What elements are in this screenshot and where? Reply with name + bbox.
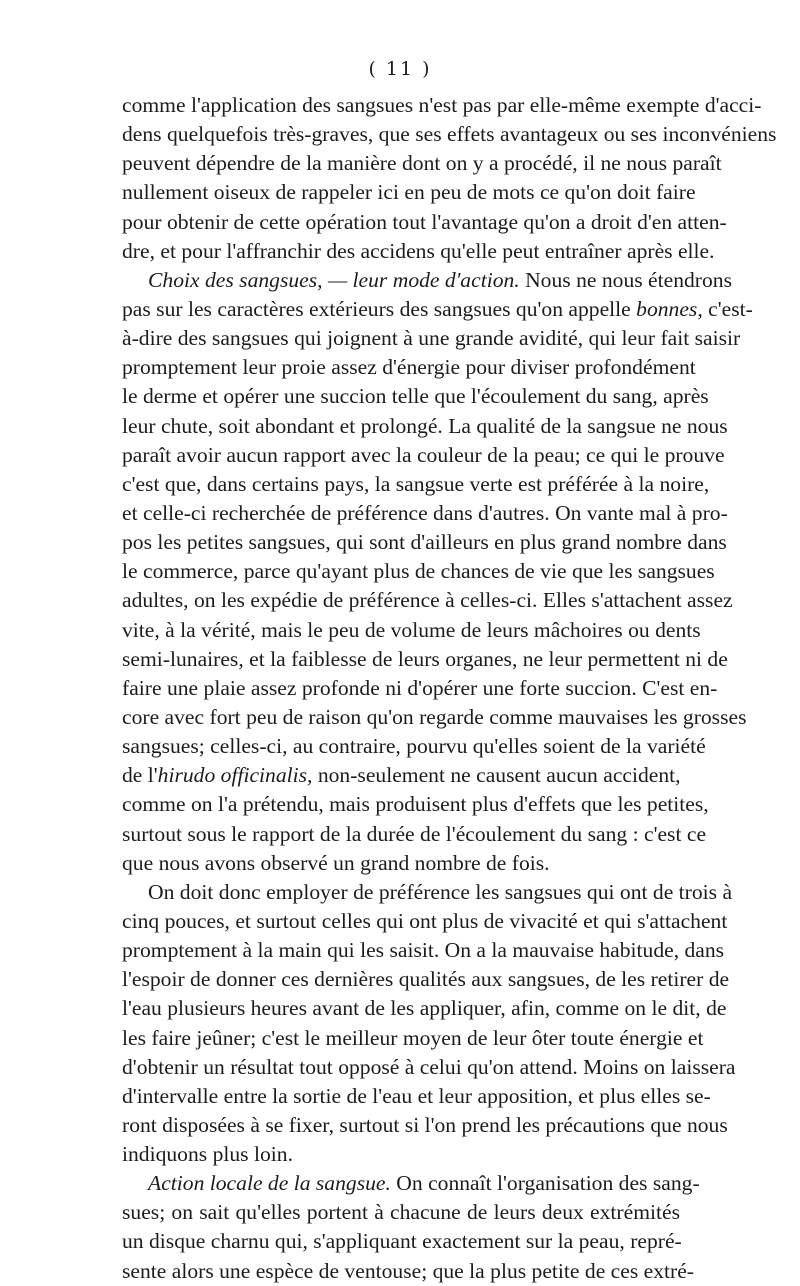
text-segment: le derme et opérer une succion telle que l'écoulement du sang, après — [122, 384, 709, 409]
text-segment: de l' — [122, 763, 158, 788]
text-line — [122, 616, 701, 645]
text-line — [122, 790, 709, 819]
text-segment: adultes, on les expédie de préférence à celles-ci. Elles s'attachent assez — [122, 588, 733, 613]
page-number: ( 11 ) — [368, 58, 432, 80]
text-line — [122, 1227, 680, 1256]
text-segment: peuvent dépendre de la manière dont on y a procédé, il ne nous paraît — [122, 151, 722, 176]
text-segment: pos les petites sangsues, qui sont d'ailleurs en plus grand nombre dans — [122, 530, 727, 555]
text-segment: l'espoir de donner ces dernières qualités aux sangsues, de les retirer de — [122, 967, 730, 992]
text-line — [122, 703, 747, 732]
text-line — [122, 295, 753, 324]
text-line — [122, 441, 725, 470]
text-segment: sente alors une espèce de ventouse; que la plus petite de ces extré- — [122, 1258, 695, 1283]
text-line — [122, 965, 730, 994]
text-line — [122, 470, 710, 499]
text-segment: comme l'application des sangsues n'est pas par elle-même exempte d'acci- — [122, 93, 762, 117]
text-segment: d'intervalle entre la sortie de l'eau et leur apposition, et plus elles se- — [122, 1083, 711, 1108]
text-line — [122, 1024, 704, 1053]
text-line — [122, 412, 728, 441]
text-segment: cinq pouces, et surtout celles qui ont plus de vivacité et qui s'attachent — [122, 908, 728, 933]
text-line — [122, 1082, 711, 1111]
text-segment: promptement à la main qui les saisit. On a la mauvaise habitude, dans — [122, 938, 725, 963]
text-line — [122, 499, 728, 528]
text-line — [122, 994, 727, 1023]
italic-text: Action locale de la sangsue. — [148, 1171, 391, 1196]
text-segment: On doit donc employer de préférence les sangsues qui ont de trois à — [148, 879, 733, 904]
text-line — [122, 353, 696, 382]
text-segment: pas sur les caractères extérieurs des sangsues qu'on appelle — [122, 296, 637, 321]
text-line — [122, 149, 722, 178]
text-segment: pour obtenir de cette opération tout l'avantage qu'on a droit d'en atten- — [122, 209, 727, 234]
text-segment: d'obtenir un résultat tout opposé à celui qu'on attend. Moins on laissera — [122, 1054, 736, 1079]
text-line — [122, 936, 725, 965]
text-line — [122, 1198, 680, 1227]
text-line — [122, 878, 733, 907]
text-segment: nullement oiseux de rappeler ici en peu de mots ce qu'on doit faire — [122, 180, 696, 205]
text-line — [122, 382, 709, 411]
text-segment: dens quelquefois très-graves, que ses effets avantageux ou ses inconvéniens — [122, 122, 777, 147]
text-line — [122, 1053, 736, 1082]
text-segment: non-seulement ne causent aucun accident, — [312, 763, 681, 788]
text-segment: paraît avoir aucun rapport avec la couleur de la peau; ce qui le prouve — [122, 442, 725, 467]
text-line — [122, 1257, 695, 1286]
text-line — [122, 820, 707, 849]
text-segment: à-dire des sangsues qui joignent à une grande avidité, qui leur fait saisir — [122, 326, 741, 351]
text-line — [122, 907, 728, 936]
text-segment: indiquons plus loin. — [122, 1142, 293, 1167]
text-segment: les faire jeûner; c'est le meilleur moyen de leur ôter toute énergie et — [122, 1025, 704, 1050]
text-line — [122, 528, 727, 557]
text-segment: que nous avons observé un grand nombre de fois. — [122, 850, 550, 875]
italic-text: hirudo officinalis, — [157, 763, 313, 788]
text-segment: sangsues; celles-ci, au contraire, pourvu qu'elles soient de la variété — [122, 734, 706, 759]
text-segment: ront disposées à se fixer, surtout si l'on prend les précautions que nous — [122, 1112, 728, 1137]
text-segment: un disque charnu qui, s'appliquant exactement sur la peau, repré- — [122, 1229, 682, 1254]
text-segment: On connaît l'organisation des sang- — [390, 1171, 700, 1196]
text-segment: comme on l'a prétendu, mais produisent plus d'effets que les petites, — [122, 792, 709, 817]
text-line — [122, 674, 718, 703]
text-segment: sues; on sait qu'elles portent à chacune de leurs deux extrémités — [122, 1200, 680, 1225]
text-segment: surtout sous le rapport de la durée de l'écoulement du sang : c'est ce — [122, 821, 707, 846]
text-line — [122, 645, 728, 674]
text-segment: Nous ne nous étendrons — [519, 267, 732, 292]
text-line — [122, 557, 715, 586]
text-segment: faire une plaie assez profonde ni d'opérer une forte succion. C'est en- — [122, 675, 718, 700]
text-line — [122, 208, 727, 237]
text-line — [122, 1169, 700, 1198]
body-text — [122, 91, 777, 1286]
text-line — [122, 266, 732, 295]
text-segment: c'est que, dans certains pays, la sangsue verte est préférée à la noire, — [122, 471, 710, 496]
text-line — [122, 91, 762, 120]
text-line — [122, 732, 706, 761]
text-line — [122, 849, 680, 878]
text-line — [122, 586, 733, 615]
text-line — [122, 761, 680, 790]
text-line — [122, 1111, 728, 1140]
text-segment: l'eau plusieurs heures avant de les appliquer, afin, comme on le dit, de — [122, 996, 727, 1021]
italic-text: bonnes, — [636, 296, 703, 321]
text-segment: vite, à la vérité, mais le peu de volume de leurs mâchoires ou dents — [122, 617, 701, 642]
text-segment: dre, et pour l'affranchir des accidens qu'elle peut entraîner après elle. — [122, 238, 715, 263]
text-line — [122, 237, 715, 266]
text-segment: c'est- — [702, 296, 753, 321]
text-segment: et celle-ci recherchée de préférence dans d'autres. On vante mal à pro- — [122, 500, 728, 525]
text-line — [122, 178, 696, 207]
text-segment: le commerce, parce qu'ayant plus de chances de vie que les sangsues — [122, 559, 715, 584]
text-line — [122, 1140, 680, 1169]
text-line — [122, 324, 741, 353]
text-segment: promptement leur proie assez d'énergie pour diviser profondément — [122, 355, 696, 380]
text-line — [122, 120, 777, 149]
text-segment: leur chute, soit abondant et prolongé. La qualité de la sangsue ne nous — [122, 413, 728, 438]
text-segment: semi-lunaires, et la faiblesse de leurs organes, ne leur permettent ni de — [122, 646, 728, 671]
italic-text: Choix des sangsues, — leur mode d'action. — [148, 267, 520, 292]
text-segment: core avec fort peu de raison qu'on regarde comme mauvaises les grosses — [122, 704, 747, 729]
